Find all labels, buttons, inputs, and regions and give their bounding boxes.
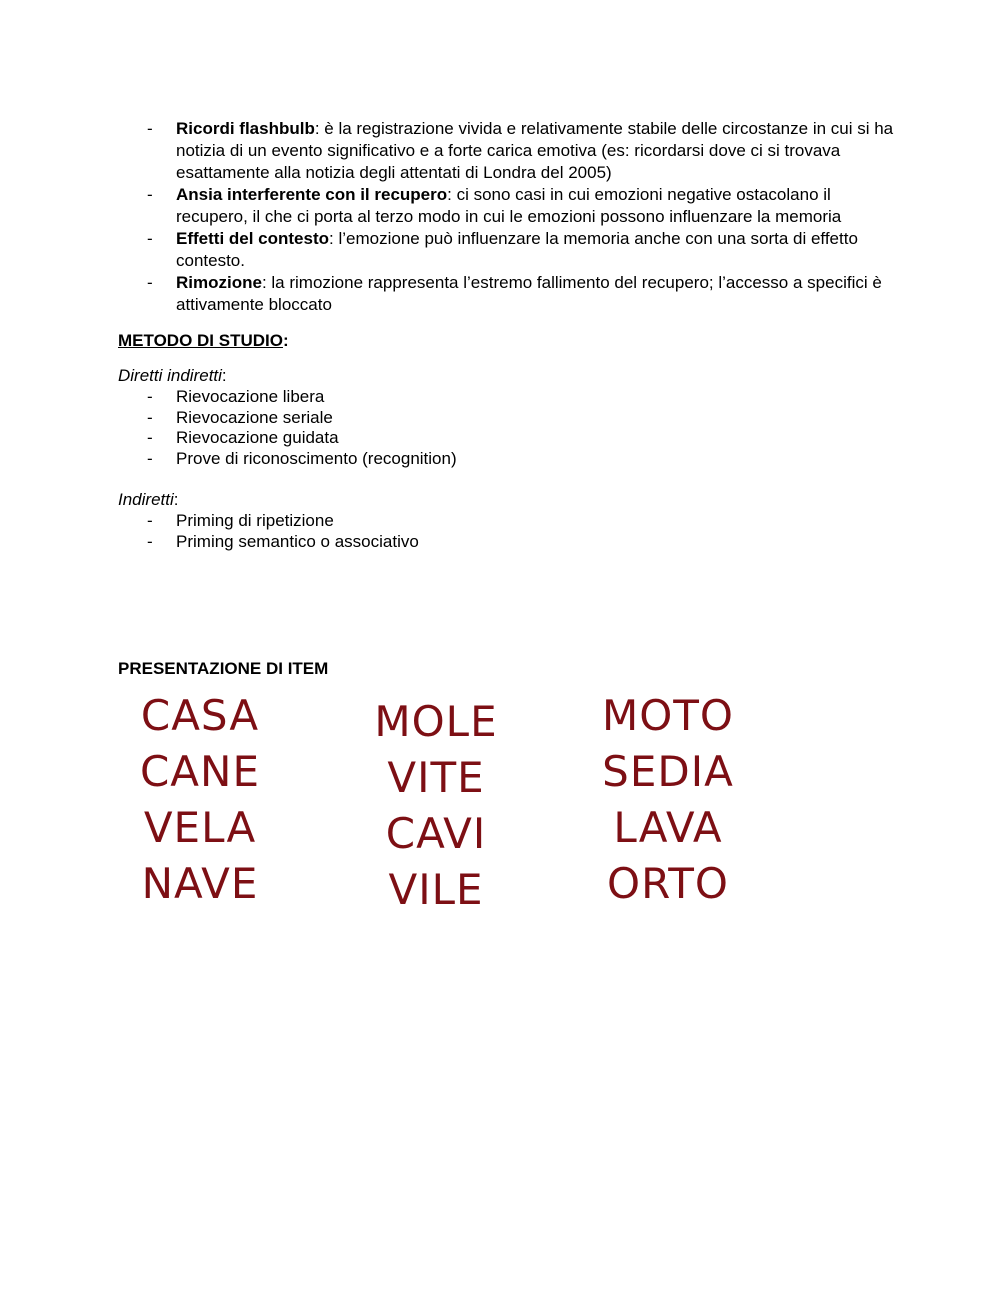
stimulus-word: NAVE [141, 859, 259, 908]
dash-bullet: - [147, 428, 153, 448]
list-item [118, 511, 898, 532]
list-item [118, 184, 898, 228]
dash-bullet: - [147, 511, 153, 530]
dash-bullet: - [147, 387, 153, 406]
dash-bullet: - [147, 273, 153, 292]
stimulus-word: VELA [143, 803, 257, 852]
list-item [118, 428, 898, 449]
definitions-section [118, 118, 898, 316]
stimulus-word: VITE [387, 753, 485, 802]
stimulus-word: ORTO [607, 859, 729, 908]
diretti-label-colon: : [221, 366, 227, 385]
list-item [118, 449, 898, 470]
list-item-text: Rievocazione guidata [176, 428, 339, 448]
diretti-list [118, 387, 898, 470]
dash-bullet: - [147, 185, 153, 204]
list-item [118, 387, 898, 408]
diretti-label [118, 365, 898, 387]
term-description: : l’emozione può influenzare la memoria anche con una sorta di effetto contesto. [176, 229, 858, 270]
stimulus-word: MOLE [374, 697, 498, 746]
stimulus-word: CASA [140, 691, 260, 740]
stimulus-word: CANE [139, 747, 260, 796]
indiretti-label-text: Indiretti [118, 490, 174, 509]
dash-bullet: - [147, 407, 153, 427]
list-item [118, 532, 898, 553]
indiretti-section [118, 489, 898, 552]
diretti-section [118, 365, 898, 470]
list-item [118, 272, 898, 316]
dash-bullet: - [147, 119, 153, 138]
indiretti-label-colon: : [173, 490, 179, 509]
metodo-heading-colon: : [282, 331, 289, 350]
list-item-text: Prove di riconoscimento (recognition) [176, 449, 457, 469]
term-label: Ricordi flashbulb [176, 119, 315, 138]
indiretti-label [118, 489, 898, 511]
term-label: Rimozione [176, 273, 262, 292]
stimulus-word: CAVI [385, 809, 487, 858]
list-item-text: Priming di ripetizione [176, 511, 334, 530]
stimulus-word: MOTO [601, 691, 734, 740]
word-column-2 [346, 694, 526, 918]
stimulus-word: VILE [388, 865, 484, 914]
term-description: : è la registrazione vivida e relativamente stabile delle circostanze in cui si ha notizia di un evento significativo e a forte carica emotiva (es: ricordarsi dove ci si trovava esattamente alla notizia degli attentati di Londra del 2005) [176, 119, 894, 182]
stimulus-word: SEDIA [602, 747, 734, 796]
dash-bullet: - [147, 229, 153, 248]
word-column-3 [568, 688, 768, 912]
list-item [118, 228, 898, 272]
list-item-text: Priming semantico o associativo [176, 531, 419, 551]
definitions-list [118, 118, 898, 316]
term-label: Effetti del contesto [176, 229, 330, 248]
metodo-heading [118, 330, 898, 352]
diretti-label-text: Diretti indiretti [118, 366, 222, 385]
term-description: : la rimozione rappresenta l’estremo fallimento del recupero; l’accesso a specifici è attivamente bloccato [176, 273, 882, 314]
term-description: : ci sono casi in cui emozioni negative ostacolano il recupero, il che ci porta al terzo modo in cui le emozioni possono influenzare la memoria [176, 185, 842, 226]
word-column-1 [110, 688, 290, 912]
metodo-heading-text: METODO DI STUDIO [118, 331, 283, 350]
dash-bullet: - [147, 531, 153, 551]
list-item [118, 118, 898, 184]
stimulus-word: LAVA [613, 803, 723, 852]
indiretti-list [118, 511, 898, 552]
list-item [118, 408, 898, 429]
list-item-text: Rievocazione libera [176, 387, 325, 406]
dash-bullet: - [147, 449, 153, 469]
term-label: Ansia interferente con il recupero [176, 185, 448, 204]
list-item-text: Rievocazione seriale [176, 407, 333, 427]
presentazione-heading: PRESENTAZIONE DI ITEM [118, 659, 329, 678]
